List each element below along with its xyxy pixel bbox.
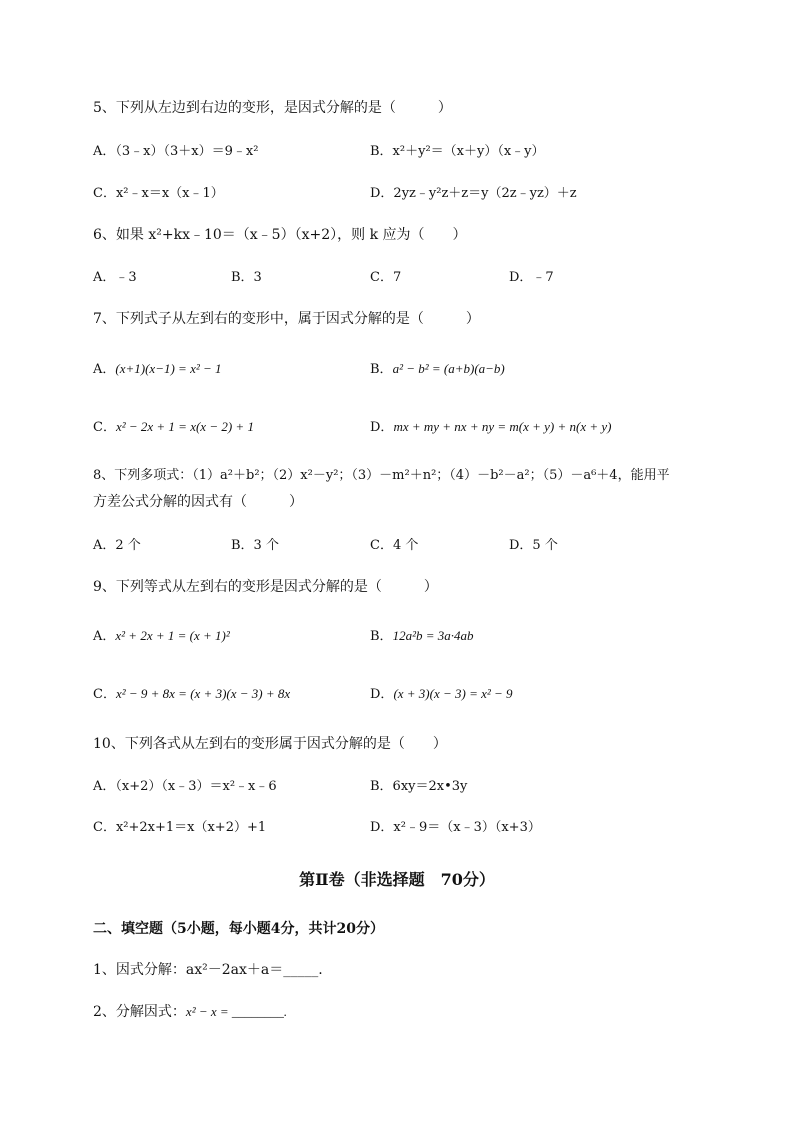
q5-option-d: D．2yz﹣y²z＋z＝y（2z﹣yz）＋z <box>370 186 577 201</box>
q5-option-b: B．x²＋y²＝（x＋y）（x﹣y） <box>370 144 545 159</box>
q7-option-b-label: B． <box>370 362 393 377</box>
q5-stem: 5、下列从左边到右边的变形，是因式分解的是（ ） <box>93 100 452 116</box>
q7-option-c <box>93 418 254 437</box>
q6-stem: 6、如果 x²+kx﹣10＝（x﹣5）（x+2），则 k 应为（ ） <box>93 227 467 243</box>
q8-stem-line2: 方差公式分解的因式有（ ） <box>93 494 303 510</box>
q6-option-d: D．﹣7 <box>509 270 554 285</box>
q7-option-b <box>370 360 505 379</box>
q5-option-c: C．x²﹣x＝x（x﹣1） <box>93 186 224 201</box>
q7-option-d-equation: mx + my + nx + ny = m(x + y) + n(x + y) <box>393 419 612 434</box>
q8-stem-line1: 8、下列多项式：（1）a²＋b²；（2）x²－y²；（3）－m²＋n²；（4）－b²－a²；（5）－a⁶＋4，能用平 <box>93 468 670 483</box>
fill-question-1: 1、因式分解：ax²－2ax＋a＝_____. <box>93 962 323 978</box>
q7-option-c-label: C． <box>93 420 116 435</box>
q8-option-a: A．2 个 <box>93 538 141 553</box>
q9-stem: 9、下列等式从左到右的变形是因式分解的是（ ） <box>93 579 438 595</box>
q7-option-b-equation: a² − b² = (a+b)(a−b) <box>392 361 505 376</box>
q8-option-b: B．3 个 <box>231 538 279 553</box>
q5-option-a: A．（3﹣x）（3＋x）＝9﹣x² <box>93 144 259 159</box>
q9-option-d-equation: (x + 3)(x − 3) = x² − 9 <box>393 686 513 701</box>
part2-title: 第Ⅱ卷（非选择题 70分） <box>299 870 495 889</box>
q10-option-c: C．x²+2x+1＝x（x+2）+1 <box>93 820 267 835</box>
q9-option-c-label: C． <box>93 687 116 702</box>
q9-option-c <box>93 685 290 704</box>
fill-question-2 <box>93 1003 287 1021</box>
q8-option-c: C．4 个 <box>370 538 419 553</box>
q9-option-d-label: D． <box>370 687 394 702</box>
q10-option-b: B．6xy＝2x•3y <box>370 779 468 794</box>
q6-option-a: A．﹣3 <box>93 270 137 285</box>
q7-option-d-label: D． <box>370 420 394 435</box>
q10-option-a: A．（x+2）（x﹣3）＝x²﹣x﹣6 <box>93 779 277 794</box>
q7-option-a-equation: (x+1)(x−1) = x² − 1 <box>115 361 222 376</box>
fill-section-title: 二、填空题（5小题，每小题4分，共计20分） <box>93 921 384 937</box>
q9-option-b-equation: 12a²b = 3a·4ab <box>392 628 474 643</box>
q6-option-b: B．3 <box>231 270 262 285</box>
fill-question-2-equation: x² − x = ________. <box>185 1004 288 1019</box>
q9-option-b-label: B． <box>370 629 393 644</box>
q7-option-a <box>93 360 222 379</box>
q9-option-a-label: A． <box>93 629 116 644</box>
q6-option-c: C．7 <box>370 270 402 285</box>
q9-option-a-equation: x² + 2x + 1 = (x + 1)² <box>115 628 230 643</box>
q8-option-d: D．5 个 <box>509 538 558 553</box>
q7-option-d <box>370 418 612 437</box>
q9-option-c-equation: x² − 9 + 8x = (x + 3)(x − 3) + 8x <box>115 686 291 701</box>
q10-stem: 10、下列各式从左到右的变形属于因式分解的是（ ） <box>93 736 447 752</box>
fill-question-2-label: 2、分解因式： <box>93 1004 186 1020</box>
q7-stem: 7、下列式子从左到右的变形中，属于因式分解的是（ ） <box>93 311 480 327</box>
q7-option-c-equation: x² − 2x + 1 = x(x − 2) + 1 <box>115 419 254 434</box>
q9-option-b <box>370 627 473 646</box>
q9-option-a <box>93 627 230 646</box>
q7-option-a-label: A． <box>93 362 116 377</box>
q9-option-d <box>370 685 513 704</box>
q10-option-d: D．x²﹣9＝（x﹣3）（x+3） <box>370 820 541 835</box>
